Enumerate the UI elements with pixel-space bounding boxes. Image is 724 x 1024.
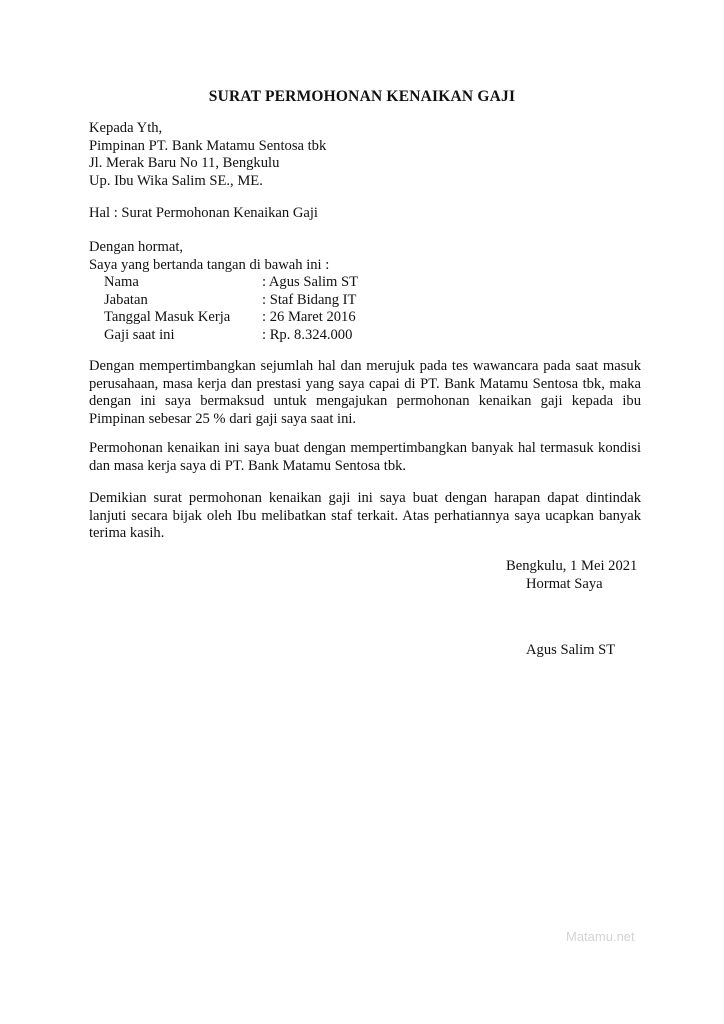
paragraph-3: Demikian surat permohonan kenaikan gaji ini saya buat dengan harapan dapat dintindak lanjuti secara bijak oleh Ibu melibatkan staf terkait. Atas perhatiannya saya ucapkan banyak terima kasih.: [89, 490, 641, 542]
identity-row: [104, 274, 358, 292]
identity-value: : Staf Bidang IT: [262, 291, 357, 308]
watermark-text: Matamu.net: [566, 929, 635, 944]
identity-value: : Rp. 8.324.000: [262, 326, 353, 343]
paragraph-2: Permohonan kenaikan ini saya buat dengan mempertimbangkan banyak hal termasuk kondisi dan masa kerja saya di PT. Bank Matamu Sentosa tbk.: [89, 440, 641, 474]
identity-label: Tanggal Masuk Kerja: [104, 309, 231, 326]
identity-label: Nama: [104, 274, 139, 290]
recipient-line: Jl. Merak Baru No 11, Bengkulu: [89, 155, 280, 172]
closing: Hormat Saya: [526, 576, 603, 592]
subject-line: Hal : Surat Permohonan Kenaikan Gaji: [89, 205, 318, 221]
recipient-line: Kepada Yth,: [89, 120, 163, 136]
paragraph-1: Dengan mempertimbangkan sejumlah hal dan merujuk pada tes wawancara pada saat masuk perusahaan, masa kerja dan prestasi yang saya capai di PT. Bank Matamu Sentosa tbk, maka dengan ini saya bermaksud untuk mengajukan permohonan kenaikan gaji kepada ibu Pimpinan sebesar 25 % dari gaji saya saat ini.: [89, 358, 641, 427]
identity-value: : 26 Maret 2016: [262, 309, 356, 326]
intro-line: Saya yang bertanda tangan di bawah ini :: [89, 256, 330, 273]
greeting-block: [89, 239, 641, 274]
recipient-line: Up. Ibu Wika Salim SE., ME.: [89, 172, 263, 189]
letter-title: SURAT PERMOHONAN KENAIKAN GAJI: [208, 88, 516, 105]
place-date: Bengkulu, 1 Mei 2021: [506, 558, 638, 574]
signer-name: Agus Salim ST: [526, 642, 616, 658]
identity-row: [104, 327, 358, 345]
greeting: Dengan hormat,: [89, 239, 184, 255]
identity-row: [104, 292, 358, 310]
identity-value: : Agus Salim ST: [262, 274, 359, 290]
recipient-line: Pimpinan PT. Bank Matamu Sentosa tbk: [89, 137, 327, 154]
identity-label: Gaji saat ini: [104, 326, 175, 343]
identity-table: [104, 274, 358, 344]
identity-row: [104, 309, 358, 327]
recipient-block: [89, 120, 641, 190]
identity-label: Jabatan: [104, 291, 148, 308]
